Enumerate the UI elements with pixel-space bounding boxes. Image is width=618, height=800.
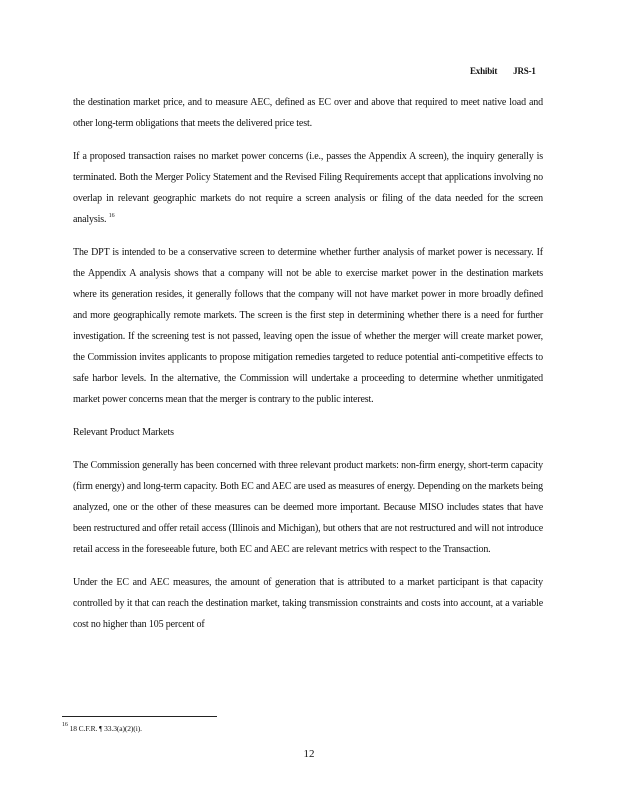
page-body <box>73 92 543 647</box>
footnote-ref: 16 <box>108 213 115 219</box>
paragraph-4: The Commission generally has been concerned with three relevant product markets: non-firm energy, short-term capacity (firm energy) and long-term capacity. Both EC and AEC are used as measures of energy. Depending on the markets being analyzed, one or the other of these measures can be deemed more important. Because MISO includes states that have been restructured and offer retail access (Illinois and Michigan), but others that are not restructured and will not introduce retail access in the foreseeable future, both EC and AEC are relevant metrics with respect to the Transaction. <box>73 460 543 555</box>
paragraph-2 <box>73 146 543 230</box>
paragraph-5: Under the EC and AEC measures, the amount of generation that is attributed to a market participant is that capacity controlled by it that can reach the destination market, taking transmission constraints and costs into account, at a variable cost no higher than 105 percent of <box>73 577 543 630</box>
paragraph-2-text: If a proposed transaction raises no market power concerns (i.e., passes the Appendix A screen), the inquiry generally is terminated. Both the Merger Policy Statement and the Revised Filing Requirements accept that applications involving no overlap in relevant geographic markets do not require a screen analysis or filing of the data needed for the screen analysis. <box>73 151 543 225</box>
section-heading: Relevant Product Markets <box>73 427 174 438</box>
exhibit-label: Exhibit JRS-1 <box>470 66 536 76</box>
footnote-text: 18 C.F.R. ¶ 33.3(a)(2)(i). <box>69 724 142 733</box>
paragraph-3: The DPT is intended to be a conservative screen to determine whether further analysis of market power is necessary. If the Appendix A analysis shows that a company will not be able to exercise market power in the destination markets where its generation resides, it generally follows that the company will not have market power in more broadly defined and more geographically remote markets. The screen is the first step in determining whether there is a need for further investigation. If the screening test is not passed, leaving open the issue of whether the merger will create market power, the Commission invites applicants to propose mitigation remedies targeted to reduce potential anti-competitive effects to safe harbor levels. In the alternative, the Commission will undertake a proceeding to determine whether unmitigated market power concerns mean that the merger is contrary to the public interest. <box>73 247 543 405</box>
page-number: 12 <box>303 748 315 760</box>
paragraph-1: the destination market price, and to measure AEC, defined as EC over and above that required to meet native load and other long-term obligations that meets the delivered price test. <box>73 97 543 129</box>
footnote <box>62 724 142 733</box>
footnote-number: 16 <box>62 722 68 728</box>
footnote-divider <box>62 716 217 717</box>
